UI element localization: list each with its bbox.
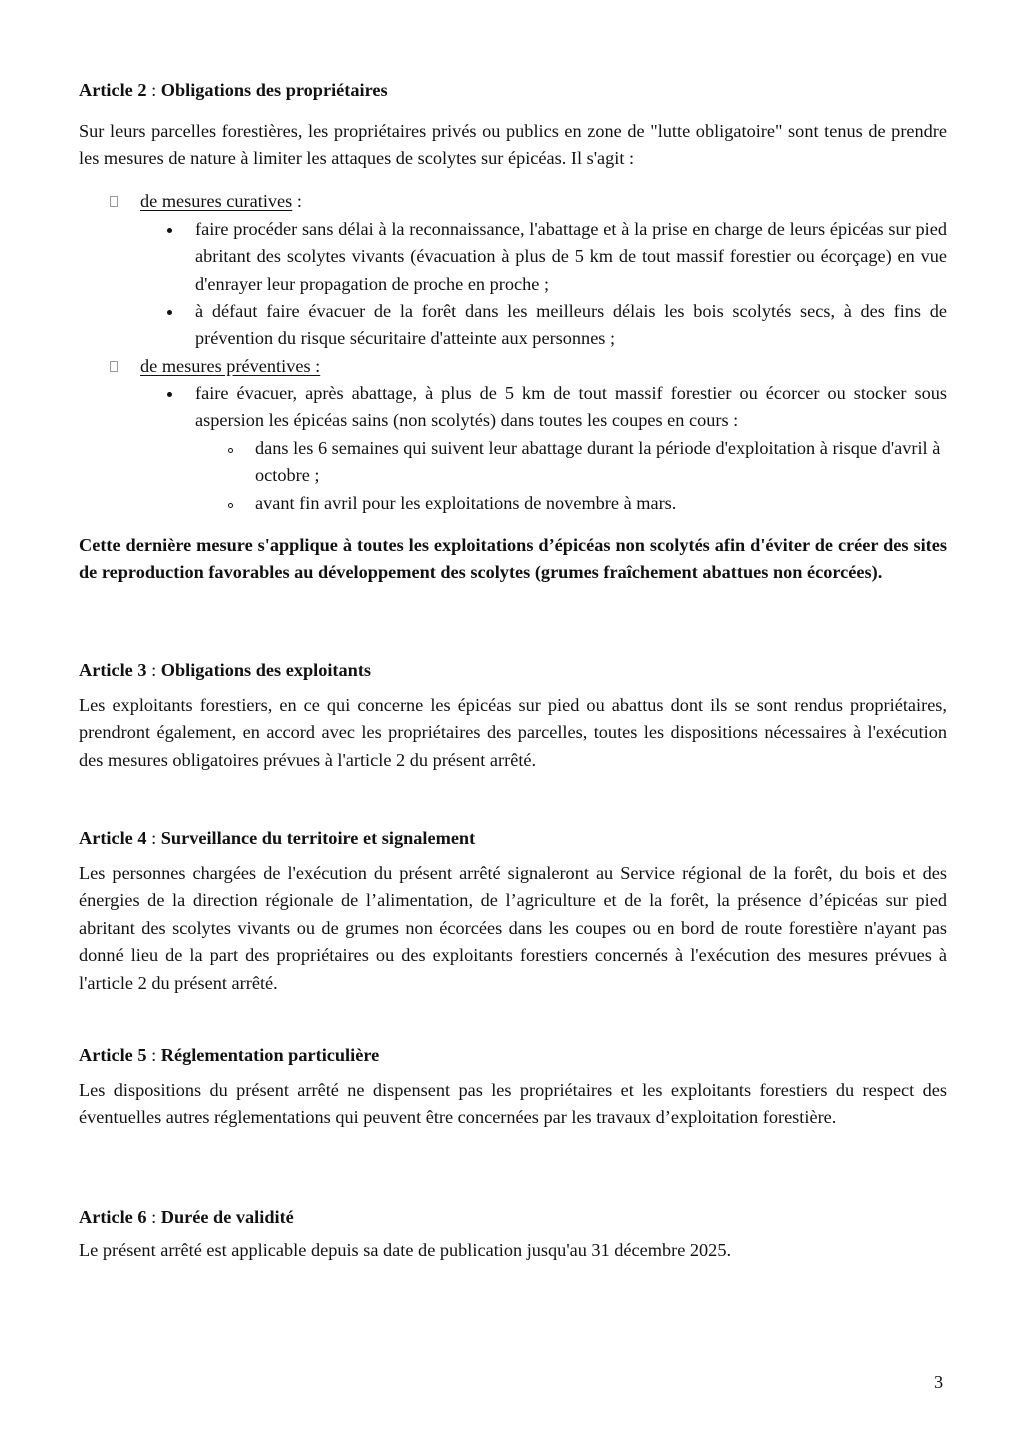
page-number: 3 [934, 1372, 944, 1392]
checkbox-placeholder-icon [110, 196, 118, 207]
circle-bullet-icon [228, 503, 233, 508]
circle-bullet-icon [228, 448, 233, 453]
article-2-heading: Article 2 : Obligations des propriétaires [79, 80, 388, 100]
article-3-heading: Article 3 : Obligations des exploitants [79, 660, 372, 680]
article-2-title: Obligations des propriétaires [160, 80, 388, 100]
sub-list-item: avant fin avril pour les exploitations de novembre à mars. [255, 490, 947, 517]
bullet-icon [167, 228, 172, 233]
bullet-icon [167, 392, 172, 397]
article-6-heading: Article 6 : Durée de validité [79, 1207, 294, 1227]
article-2-note: Cette dernière mesure s'applique à toutes les exploitations d’épicéas non scolytés afin d'éviter de créer des sites de reproduction favorables au développement des scolytes (grumes fraîchement abattues non écorcées). [79, 535, 947, 583]
article-4-heading: Article 4 : Surveillance du territoire et signalement [79, 828, 476, 848]
checkbox-placeholder-icon [110, 361, 118, 372]
list-item: faire procéder sans délai à la reconnaissance, l'abattage et à la prise en charge de leurs épicéas sur pied abritant des scolytes vivants (évacuation à plus de 5 km de tout massif forestier ou écorçage) en vue d'enrayer leur propagation de proche en proche ; [195, 216, 947, 298]
article-6-body: Le présent arrêté est applicable depuis sa date de publication jusqu'au 31 décembre 2025. [79, 1240, 732, 1260]
article-2-intro: Sur leurs parcelles forestières, les propriétaires privés ou publics en zone de "lutte obligatoire" sont tenus de prendre les mesures de nature à limiter les attaques de scolytes sur épicéas. Il s'agit : [79, 121, 947, 169]
article-4-body: Les personnes chargées de l'exécution du présent arrêté signaleront au Service régional de la forêt, du bois et des énergies de la direction régionale de l’alimentation, de l’agriculture et de la forêt, la présence d’épicéas sur pied abritant des scolytes vivants ou de grumes non écorcées dans les coupes ou en bord de route forestière n'ayant pas donné lieu de la part des propriétaires ou des exploitants forestiers concernés à l'exécution des mesures prévues à l'article 2 du présent arrêté. [79, 863, 947, 993]
bullet-icon [167, 310, 172, 315]
list-item: à défaut faire évacuer de la forêt dans les meilleurs délais les bois scolytés secs, à des fins de prévention du risque sécuritaire d'atteinte aux personnes ; [195, 298, 947, 353]
group-label: de mesures préventives : [140, 356, 321, 376]
article-5-heading: Article 5 : Réglementation particulière [79, 1045, 380, 1065]
group-label: de mesures curatives [140, 191, 293, 211]
article-3-body: Les exploitants forestiers, en ce qui concerne les épicéas sur pied ou abattus dont ils se sont rendus propriétaires, prendront également, en accord avec les propriétaires des parcelles, toutes les dispositions nécessaires à l'exécution des mesures obligatoires prévues à l'article 2 du présent arrêté. [79, 695, 947, 770]
sub-list-item: dans les 6 semaines qui suivent leur abattage durant la période d'exploitation à risque d'avril à octobre ; [255, 435, 947, 490]
article-2-label: Article 2 [79, 80, 147, 100]
article-5-body: Les dispositions du présent arrêté ne dispensent pas les propriétaires et les exploitants forestiers du respect des éventuelles autres réglementations qui peuvent être concernées par les travaux d’exploitation forestière. [79, 1080, 947, 1128]
list-item: faire évacuer, après abattage, à plus de 5 km de tout massif forestier ou écorcer ou stocker sous aspersion les épicéas sains (non scolytés) dans toutes les coupes en cours : [195, 380, 947, 435]
